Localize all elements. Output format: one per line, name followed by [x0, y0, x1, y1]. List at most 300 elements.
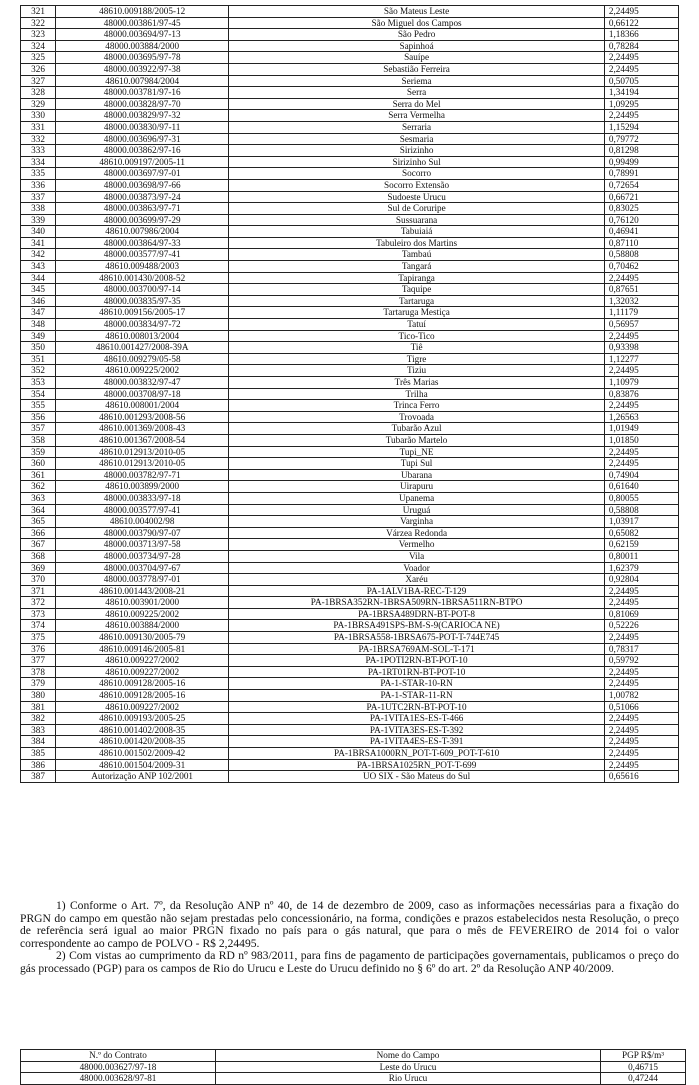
contract-number-cell: 48610.003901/2000 — [56, 597, 229, 609]
contract-number-cell: 48610.001502/2009-42 — [56, 748, 229, 760]
row-number-cell: 382 — [21, 713, 56, 725]
contract-number-cell: 48000.003577/97-41 — [56, 249, 229, 261]
table-row — [21, 261, 679, 273]
row-number-cell: 360 — [21, 458, 56, 470]
table-row — [21, 342, 679, 354]
price-value-cell: 2,24495 — [604, 446, 678, 458]
row-number-cell: 387 — [21, 771, 56, 783]
contract-number-cell: 48000.003863/97-71 — [56, 203, 229, 215]
contract-number-cell: 48610.009193/2005-25 — [56, 713, 229, 725]
field-name-cell: PA-1VITA3ES-ES-T-392 — [229, 724, 605, 736]
table-row — [21, 237, 679, 249]
price-value-cell: 0,74904 — [604, 469, 678, 481]
contract-number-cell: 48000.003830/97-11 — [56, 121, 229, 133]
price-value-cell: 1,34194 — [604, 87, 678, 99]
row-number-cell: 324 — [21, 40, 56, 52]
field-price-table — [20, 5, 679, 783]
row-number-cell: 326 — [21, 63, 56, 75]
table-row — [21, 469, 679, 481]
row-number-cell: 383 — [21, 724, 56, 736]
row-number-cell: 321 — [21, 6, 56, 18]
field-name-cell: Taquipe — [229, 284, 605, 296]
row-number-cell: 357 — [21, 423, 56, 435]
contract-number-cell: 48610.009279/05-58 — [56, 353, 229, 365]
field-name-cell: Socorro Extensão — [229, 179, 605, 191]
row-number-cell: 380 — [21, 690, 56, 702]
row-number-cell: 352 — [21, 365, 56, 377]
table-row — [21, 527, 679, 539]
field-name-cell: PA-1BRSA1025RN_POT-T-699 — [229, 759, 605, 771]
field-name-cell: Sebastião Ferreira — [229, 63, 605, 75]
price-value-cell: 2,24495 — [604, 666, 678, 678]
row-number-cell: 376 — [21, 643, 56, 655]
table-row — [21, 6, 679, 18]
price-value-cell: 2,24495 — [604, 724, 678, 736]
pgp-table-row — [21, 1073, 686, 1085]
price-value-cell: 0,62159 — [604, 539, 678, 551]
contract-number-cell: 48610.007986/2004 — [56, 226, 229, 238]
field-name-cell: PA-1BRSA352RN-1BRSA509RN-1BRSA511RN-BTPO — [229, 597, 605, 609]
field-name-cell: Três Marias — [229, 377, 605, 389]
field-name-cell: Tubarão Azul — [229, 423, 605, 435]
table-row — [21, 203, 679, 215]
field-name-cell: Tupi Sul — [229, 458, 605, 470]
contract-number-cell: 48000.003695/97-78 — [56, 52, 229, 64]
contract-number-cell: 48000.003884/2000 — [56, 40, 229, 52]
table-row — [21, 377, 679, 389]
field-name-cell: Vermelho — [229, 539, 605, 551]
contract-number-cell: Autorização ANP 102/2001 — [56, 771, 229, 783]
field-name-cell: Vila — [229, 550, 605, 562]
price-value-cell: 1,11179 — [604, 307, 678, 319]
table-row — [21, 713, 679, 725]
contract-number-cell: 48610.009227/2002 — [56, 701, 229, 713]
field-name-cell: Tiziu — [229, 365, 605, 377]
table-row — [21, 504, 679, 516]
table-row — [21, 295, 679, 307]
price-value-cell: 0,65082 — [604, 527, 678, 539]
price-value-cell: 0,78991 — [604, 168, 678, 180]
field-name-cell: PA-1VITA1ES-ES-T-466 — [229, 713, 605, 725]
row-number-cell: 328 — [21, 87, 56, 99]
row-number-cell: 385 — [21, 748, 56, 760]
price-value-cell: 1,62379 — [604, 562, 678, 574]
table-row — [21, 516, 679, 528]
row-number-cell: 363 — [21, 492, 56, 504]
row-number-cell: 365 — [21, 516, 56, 528]
field-name-cell: Serra — [229, 87, 605, 99]
table-row — [21, 365, 679, 377]
row-number-cell: 349 — [21, 330, 56, 342]
table-row — [21, 133, 679, 145]
row-number-cell: 378 — [21, 666, 56, 678]
field-name-cell: Sesmaria — [229, 133, 605, 145]
price-value-cell: 0,76120 — [604, 214, 678, 226]
table-row — [21, 411, 679, 423]
table-row — [21, 597, 679, 609]
field-name-cell: Trinca Ferro — [229, 400, 605, 412]
contract-number-cell: 48000.003698/97-66 — [56, 179, 229, 191]
contract-number-cell: 48610.009188/2005-12 — [56, 6, 229, 18]
row-number-cell: 327 — [21, 75, 56, 87]
field-name-cell: Sauípe — [229, 52, 605, 64]
field-name-cell: Tupi_NE — [229, 446, 605, 458]
price-value-cell: 0,66721 — [604, 191, 678, 203]
price-value-cell: 1,10979 — [604, 377, 678, 389]
field-name-cell: São Mateus Leste — [229, 6, 605, 18]
contract-number-cell: 48000.003833/97-18 — [56, 492, 229, 504]
price-value-cell: 2,24495 — [604, 52, 678, 64]
price-value-cell: 0,52226 — [604, 620, 678, 632]
table-row — [21, 307, 679, 319]
field-name-cell: Tatuí — [229, 319, 605, 331]
price-value-cell: 0,78317 — [604, 643, 678, 655]
contract-number-cell: 48000.003700/97-14 — [56, 284, 229, 296]
contract-number-cell: 48610.012913/2010-05 — [56, 446, 229, 458]
pgp-table-row — [21, 1061, 686, 1073]
table-row — [21, 121, 679, 133]
field-name-cell: PA-1POTI2RN-BT-POT-10 — [229, 655, 605, 667]
pgp-cell-contract: 48000.003627/97-18 — [21, 1061, 216, 1073]
table-row — [21, 539, 679, 551]
contract-number-cell: 48000.003864/97-33 — [56, 237, 229, 249]
price-value-cell: 0,79772 — [604, 133, 678, 145]
contract-number-cell: 48610.001367/2008-54 — [56, 434, 229, 446]
table-row — [21, 168, 679, 180]
price-value-cell: 2,24495 — [604, 110, 678, 122]
contract-number-cell: 48610.001430/2008-52 — [56, 272, 229, 284]
row-number-cell: 332 — [21, 133, 56, 145]
price-value-cell: 2,24495 — [604, 365, 678, 377]
table-row — [21, 145, 679, 157]
row-number-cell: 345 — [21, 284, 56, 296]
field-name-cell: Tapiranga — [229, 272, 605, 284]
row-number-cell: 344 — [21, 272, 56, 284]
price-value-cell: 0,58808 — [604, 504, 678, 516]
field-name-cell: PA-1ALV1BA-REC-T-129 — [229, 585, 605, 597]
field-name-cell: Trilha — [229, 388, 605, 400]
table-row — [21, 330, 679, 342]
field-name-cell: PA-1BRSA769AM-SOL-T-171 — [229, 643, 605, 655]
table-row — [21, 52, 679, 64]
field-name-cell: PA-1BRSA489DRN-BT-POT-8 — [229, 608, 605, 620]
table-row — [21, 423, 679, 435]
table-row — [21, 179, 679, 191]
price-value-cell: 1,09295 — [604, 98, 678, 110]
contract-number-cell: 48000.003832/97-47 — [56, 377, 229, 389]
field-name-cell: Sussuarana — [229, 214, 605, 226]
contract-number-cell: 48610.003884/2000 — [56, 620, 229, 632]
price-value-cell: 0,93398 — [604, 342, 678, 354]
table-row — [21, 620, 679, 632]
contract-number-cell: 48610.009227/2002 — [56, 666, 229, 678]
field-name-cell: Várzea Redonda — [229, 527, 605, 539]
table-row — [21, 736, 679, 748]
pgp-cell-price: 0,46715 — [601, 1061, 686, 1073]
table-row — [21, 434, 679, 446]
row-number-cell: 355 — [21, 400, 56, 412]
field-name-cell: PA-1BRSA558-1BRSA675-POT-T-744E745 — [229, 632, 605, 644]
price-value-cell: 0,56957 — [604, 319, 678, 331]
row-number-cell: 334 — [21, 156, 56, 168]
field-name-cell: Serraria — [229, 121, 605, 133]
pgp-header-field: Nome do Campo — [216, 1050, 601, 1062]
contract-number-cell: 48610.001402/2008-35 — [56, 724, 229, 736]
row-number-cell: 350 — [21, 342, 56, 354]
price-value-cell: 1,26563 — [604, 411, 678, 423]
note-1: 1) Conforme o Art. 7º, da Resolução ANP nº 40, de 14 de dezembro de 2009, caso as informações necessárias para a fixação do PRGN do campo em questão não sejam prestadas pelo concessionário, na forma, condições e prazos estabelecidos nesta Resolução, o preço de referência será igual ao maior PRGN fixado no país para o gás natural, que para o mês de FEVEREIRO de 2014 foi o valor correspondente ao campo de POLVO - R$ 2,24495. — [20, 899, 679, 950]
row-number-cell: 333 — [21, 145, 56, 157]
contract-number-cell: 48610.008001/2004 — [56, 400, 229, 412]
pgp-cell-price: 0,47244 — [601, 1073, 686, 1085]
row-number-cell: 358 — [21, 434, 56, 446]
field-name-cell: Sul de Coruripe — [229, 203, 605, 215]
price-value-cell: 2,24495 — [604, 400, 678, 412]
price-value-cell: 1,18366 — [604, 29, 678, 41]
price-value-cell: 0,87651 — [604, 284, 678, 296]
row-number-cell: 375 — [21, 632, 56, 644]
field-name-cell: São Miguel dos Campos — [229, 17, 605, 29]
price-value-cell: 2,24495 — [604, 632, 678, 644]
table-row — [21, 63, 679, 75]
price-value-cell: 0,81069 — [604, 608, 678, 620]
contract-number-cell: 48610.001420/2008-35 — [56, 736, 229, 748]
price-value-cell: 1,15294 — [604, 121, 678, 133]
field-name-cell: Tambaú — [229, 249, 605, 261]
pgp-table-header-row — [21, 1050, 686, 1062]
row-number-cell: 368 — [21, 550, 56, 562]
field-name-cell: Voador — [229, 562, 605, 574]
table-row — [21, 284, 679, 296]
pgp-header-contract: N.º do Contrato — [21, 1050, 216, 1062]
table-row — [21, 156, 679, 168]
row-number-cell: 340 — [21, 226, 56, 238]
field-name-cell: UO SIX - São Mateus do Sul — [229, 771, 605, 783]
contract-number-cell: 48610.009128/2005-16 — [56, 678, 229, 690]
row-number-cell: 330 — [21, 110, 56, 122]
row-number-cell: 366 — [21, 527, 56, 539]
row-number-cell: 374 — [21, 620, 56, 632]
field-name-cell: Varginha — [229, 516, 605, 528]
row-number-cell: 351 — [21, 353, 56, 365]
row-number-cell: 337 — [21, 191, 56, 203]
row-number-cell: 370 — [21, 574, 56, 586]
field-name-cell: Tartaruga Mestiça — [229, 307, 605, 319]
table-row — [21, 748, 679, 760]
price-value-cell: 0,81298 — [604, 145, 678, 157]
row-number-cell: 339 — [21, 214, 56, 226]
field-name-cell: Tartaruga — [229, 295, 605, 307]
table-row — [21, 29, 679, 41]
price-value-cell: 0,58808 — [604, 249, 678, 261]
contract-number-cell: 48610.009130/2005-79 — [56, 632, 229, 644]
contract-number-cell: 48610.009146/2005-81 — [56, 643, 229, 655]
contract-number-cell: 48000.003577/97-41 — [56, 504, 229, 516]
row-number-cell: 322 — [21, 17, 56, 29]
contract-number-cell: 48610.009197/2005-11 — [56, 156, 229, 168]
contract-number-cell: 48000.003696/97-31 — [56, 133, 229, 145]
price-value-cell: 1,03917 — [604, 516, 678, 528]
price-value-cell: 2,24495 — [604, 6, 678, 18]
table-row — [21, 458, 679, 470]
price-value-cell: 2,24495 — [604, 458, 678, 470]
row-number-cell: 329 — [21, 98, 56, 110]
field-name-cell: Ubarana — [229, 469, 605, 481]
table-row — [21, 643, 679, 655]
field-name-cell: Serra Vermelha — [229, 110, 605, 122]
field-name-cell: Serra do Mel — [229, 98, 605, 110]
price-value-cell: 0,83025 — [604, 203, 678, 215]
field-name-cell: PA-1-STAR-11-RN — [229, 690, 605, 702]
contract-number-cell: 48000.003713/97-58 — [56, 539, 229, 551]
table-row — [21, 75, 679, 87]
price-value-cell: 2,24495 — [604, 713, 678, 725]
contract-number-cell: 48000.003873/97-24 — [56, 191, 229, 203]
price-value-cell: 0,65616 — [604, 771, 678, 783]
pgp-cell-field: Rio Urucu — [216, 1073, 601, 1085]
contract-number-cell: 48000.003922/97-38 — [56, 63, 229, 75]
contract-number-cell: 48610.009128/2005-16 — [56, 690, 229, 702]
table-row — [21, 17, 679, 29]
price-value-cell: 2,24495 — [604, 585, 678, 597]
contract-number-cell: 48610.001293/2008-56 — [56, 411, 229, 423]
table-row — [21, 446, 679, 458]
contract-number-cell: 48000.003699/97-29 — [56, 214, 229, 226]
price-value-cell: 1,01850 — [604, 434, 678, 446]
contract-number-cell: 48610.001427/2008-39A — [56, 342, 229, 354]
notes-section — [20, 900, 679, 976]
contract-number-cell: 48610.012913/2010-05 — [56, 458, 229, 470]
price-value-cell: 0,92804 — [604, 574, 678, 586]
row-number-cell: 348 — [21, 319, 56, 331]
row-number-cell: 369 — [21, 562, 56, 574]
row-number-cell: 346 — [21, 295, 56, 307]
pgp-cell-field: Leste do Urucu — [216, 1061, 601, 1073]
field-name-cell: Socorro — [229, 168, 605, 180]
field-name-cell: PA-1-STAR-10-RN — [229, 678, 605, 690]
pgp-table — [20, 1049, 686, 1085]
contract-number-cell: 48000.003835/97-35 — [56, 295, 229, 307]
table-row — [21, 724, 679, 736]
table-row — [21, 678, 679, 690]
table-row — [21, 249, 679, 261]
contract-number-cell: 48000.003778/97-01 — [56, 574, 229, 586]
pgp-header-price: PGP R$/m³ — [601, 1050, 686, 1062]
price-value-cell: 0,80011 — [604, 550, 678, 562]
contract-number-cell: 48610.009225/2002 — [56, 365, 229, 377]
field-name-cell: Trovoada — [229, 411, 605, 423]
field-name-cell: Tabuleiro dos Martins — [229, 237, 605, 249]
price-value-cell: 0,50705 — [604, 75, 678, 87]
field-name-cell: PA-1RT01RN-BT-POT-10 — [229, 666, 605, 678]
field-name-cell: PA-1BRSA491SPS-BM-S-9(CARIOCA NE) — [229, 620, 605, 632]
row-number-cell: 364 — [21, 504, 56, 516]
contract-number-cell: 48000.003834/97-72 — [56, 319, 229, 331]
row-number-cell: 331 — [21, 121, 56, 133]
field-name-cell: Tabuiaiá — [229, 226, 605, 238]
field-name-cell: São Pedro — [229, 29, 605, 41]
contract-number-cell: 48000.003708/97-18 — [56, 388, 229, 400]
row-number-cell: 372 — [21, 597, 56, 609]
table-row — [21, 585, 679, 597]
price-value-cell: 2,24495 — [604, 597, 678, 609]
note-2: 2) Com vistas ao cumprimento da RD nº 983/2011, para fins de pagamento de participações governamentais, publicamos o preço do gás processado (PGP) para os campos de Rio do Urucu e Leste do Urucu definido no § 6º do art. 2º da Resolução ANP 40/2009. — [20, 949, 679, 975]
table-row — [21, 759, 679, 771]
price-value-cell: 0,46941 — [604, 226, 678, 238]
contract-number-cell: 48610.007984/2004 — [56, 75, 229, 87]
contract-number-cell: 48000.003782/97-71 — [56, 469, 229, 481]
contract-number-cell: 48610.004002/98 — [56, 516, 229, 528]
field-name-cell: Uruguá — [229, 504, 605, 516]
field-name-cell: Tiê — [229, 342, 605, 354]
contract-number-cell: 48000.003828/97-70 — [56, 98, 229, 110]
row-number-cell: 336 — [21, 179, 56, 191]
contract-number-cell: 48610.009156/2005-17 — [56, 307, 229, 319]
field-name-cell: PA-1UTC2RN-BT-POT-10 — [229, 701, 605, 713]
field-name-cell: Sudoeste Urucu — [229, 191, 605, 203]
table-row — [21, 574, 679, 586]
price-value-cell: 0,87110 — [604, 237, 678, 249]
row-number-cell: 323 — [21, 29, 56, 41]
table-row — [21, 400, 679, 412]
price-value-cell: 0,99499 — [604, 156, 678, 168]
row-number-cell: 325 — [21, 52, 56, 64]
table-row — [21, 272, 679, 284]
table-row — [21, 701, 679, 713]
contract-number-cell: 48610.009225/2002 — [56, 608, 229, 620]
row-number-cell: 354 — [21, 388, 56, 400]
contract-number-cell: 48610.001369/2008-43 — [56, 423, 229, 435]
row-number-cell: 381 — [21, 701, 56, 713]
row-number-cell: 341 — [21, 237, 56, 249]
table-row — [21, 40, 679, 52]
table-row — [21, 608, 679, 620]
table-row — [21, 492, 679, 504]
table-row — [21, 98, 679, 110]
price-value-cell: 1,01949 — [604, 423, 678, 435]
row-number-cell: 373 — [21, 608, 56, 620]
row-number-cell: 362 — [21, 481, 56, 493]
row-number-cell: 361 — [21, 469, 56, 481]
contract-number-cell: 48000.003861/97-45 — [56, 17, 229, 29]
field-name-cell: Uirapuru — [229, 481, 605, 493]
row-number-cell: 335 — [21, 168, 56, 180]
table-row — [21, 666, 679, 678]
field-name-cell: Sirizinho Sul — [229, 156, 605, 168]
price-value-cell: 0,59792 — [604, 655, 678, 667]
price-value-cell: 2,24495 — [604, 330, 678, 342]
field-name-cell: Sapinhoá — [229, 40, 605, 52]
price-value-cell: 2,24495 — [604, 759, 678, 771]
table-row — [21, 319, 679, 331]
price-value-cell: 0,78284 — [604, 40, 678, 52]
row-number-cell: 359 — [21, 446, 56, 458]
contract-number-cell: 48610.001504/2009-31 — [56, 759, 229, 771]
field-name-cell: PA-1VITA4ES-ES-T-391 — [229, 736, 605, 748]
contract-number-cell: 48000.003862/97-16 — [56, 145, 229, 157]
price-value-cell: 2,24495 — [604, 63, 678, 75]
table-row — [21, 388, 679, 400]
field-name-cell: Tubarão Martelo — [229, 434, 605, 446]
row-number-cell: 371 — [21, 585, 56, 597]
field-name-cell: Upanema — [229, 492, 605, 504]
contract-number-cell: 48000.003704/97-67 — [56, 562, 229, 574]
row-number-cell: 356 — [21, 411, 56, 423]
table-row — [21, 226, 679, 238]
table-row — [21, 562, 679, 574]
price-value-cell: 0,72654 — [604, 179, 678, 191]
table-row — [21, 481, 679, 493]
